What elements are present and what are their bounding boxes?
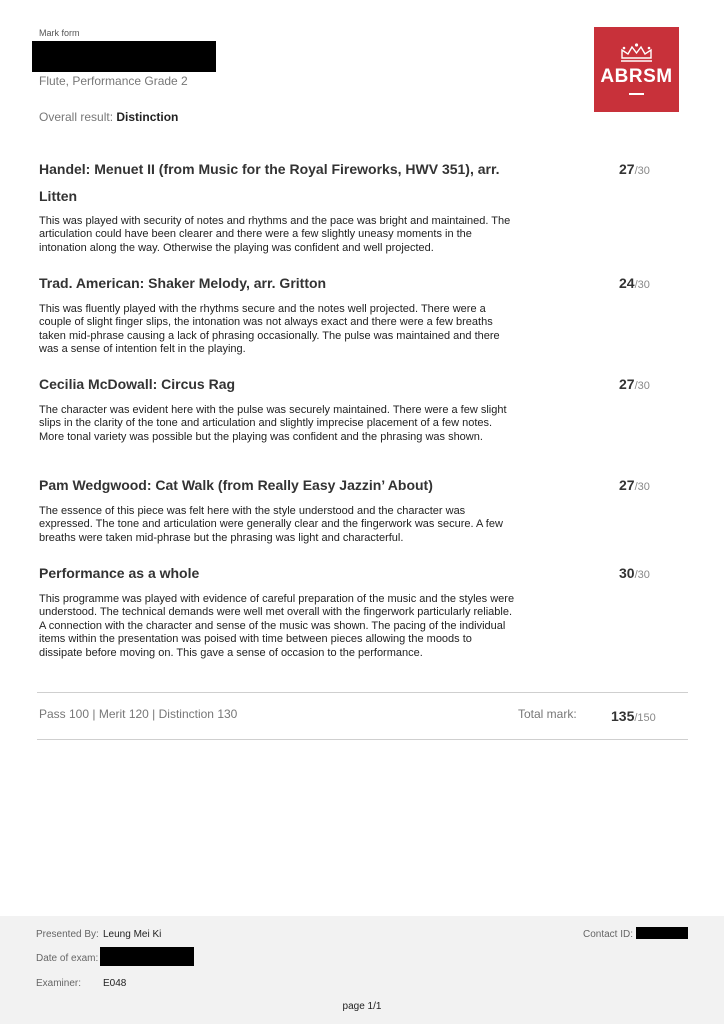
- piece-score: [619, 472, 650, 501]
- piece-4: [39, 472, 669, 548]
- examiner-value: E048: [103, 978, 127, 989]
- piece-score-max: /30: [634, 380, 650, 392]
- grade-thresholds: Pass 100 | Merit 120 | Distinction 130: [39, 707, 238, 721]
- total-mark-label: Total mark:: [518, 707, 577, 721]
- total-mark: [611, 708, 656, 726]
- total-mark-value: 135: [611, 708, 635, 724]
- overall-result: [39, 110, 178, 124]
- divider-bottom: [37, 739, 688, 740]
- logo-brand-text: ABRSM: [600, 66, 673, 87]
- logo-underline: [629, 93, 644, 95]
- piece-comment: The character was evident here with the pulse was securely maintained. There were a few slight slips in the clarity of the tone and articulation and slightly imprecise placement of a few notes. More tonal variety was possible but the playing was confident and the phrasing was shown.: [39, 404, 507, 443]
- piece-score-max: /30: [634, 569, 650, 581]
- piece-score-max: /30: [634, 165, 650, 177]
- abrsm-logo: [594, 27, 679, 112]
- piece-2: [39, 270, 669, 360]
- piece-title: Handel: Menuet II (from Music for the Royal Fireworks, HWV 351), arr. Litten: [39, 161, 500, 204]
- piece-1: [39, 156, 669, 260]
- presented-by-label: Presented By:: [36, 929, 99, 940]
- piece-score-max: /30: [634, 279, 650, 291]
- date-of-exam-label: Date of exam:: [36, 953, 99, 964]
- piece-score: [619, 156, 650, 185]
- redacted-exam-date: [100, 947, 194, 966]
- piece-score: [619, 270, 650, 299]
- presented-by-value: Leung Mei Ki: [103, 929, 162, 940]
- piece-score-value: 27: [619, 376, 635, 392]
- piece-score-value: 30: [619, 565, 635, 581]
- piece-title: Performance as a whole: [39, 565, 200, 581]
- piece-comment: The essence of this piece was felt here with the style understood and the character was expressed. The tone and articulation were generally clear and the fingerwork was secure. A few breaths were taken mid-phrase but the phrasing was light and characterful.: [39, 505, 503, 544]
- examiner-label: Examiner:: [36, 978, 82, 989]
- page-number: page 1/1: [342, 1001, 382, 1012]
- piece-score-value: 27: [619, 477, 635, 493]
- piece-score: [619, 560, 650, 589]
- exam-subtitle: Flute, Performance Grade 2: [39, 74, 188, 88]
- piece-performance-whole: [39, 560, 669, 676]
- piece-comment: This was played with security of notes and rhythms and the pace was bright and maintained. The articulation could have been clearer and there were a few slightly uneasy moments in the intonation along the way. Otherwise the playing was confident and well projected.: [39, 215, 511, 254]
- piece-score-value: 24: [619, 275, 635, 291]
- piece-title: Cecilia McDowall: Circus Rag: [39, 376, 236, 392]
- divider-top: [37, 692, 688, 693]
- total-mark-max: /150: [634, 712, 656, 724]
- redacted-contact-id: [636, 927, 688, 939]
- redacted-candidate-name: [32, 41, 216, 72]
- contact-id-label: Contact ID:: [583, 929, 634, 940]
- piece-score-max: /30: [634, 481, 650, 493]
- piece-comment: This programme was played with evidence of careful preparation of the music and the styles were understood. The technical demands were well met overall with the fingerwork particularly reliable. A connection with the character and sense of the music was shown. The pacing of the individual items within the presentation was poised with time between pieces allowing the moods to dissipate before moving on. This gave a sense of occasion to the performance.: [39, 593, 515, 659]
- overall-result-value: Distinction: [116, 110, 179, 124]
- crown-icon: [594, 41, 679, 63]
- piece-title: Pam Wedgwood: Cat Walk (from Really Easy Jazzin’ About): [39, 477, 433, 493]
- form-label: Mark form: [39, 28, 80, 38]
- piece-score-value: 27: [619, 161, 635, 177]
- overall-result-label: Overall result:: [39, 110, 114, 124]
- piece-comment: This was fluently played with the rhythms secure and the notes well projected. There were a couple of slight finger slips, the intonation was not always exact and there were a few breaths taken mid-phrase causing a lack of phrasing occasionally. The pulse was maintained and there was a sense of intention felt in the playing.: [39, 303, 500, 356]
- piece-3: [39, 371, 669, 461]
- piece-score: [619, 371, 650, 400]
- piece-title: Trad. American: Shaker Melody, arr. Gritton: [39, 275, 327, 291]
